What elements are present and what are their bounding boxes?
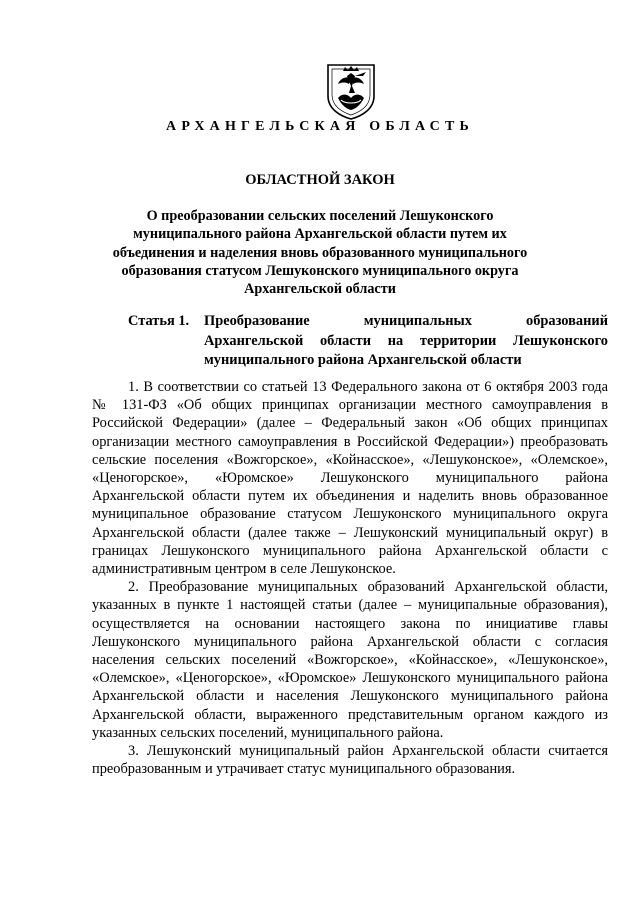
article-heading bbox=[128, 312, 608, 371]
paragraph-1: 1. В соответствии со статьей 13 Федерального закона от 6 октября 2003 года № 131-ФЗ «Об общих принципах организации местного самоуправления в Российской Федерации» (далее – Федеральный закон «Об общих принципах организации местного самоуправления в Российской Федерации») преобразовать сельские поселения «Вожгорское», «Койнасское», «Лешуконское», «Олемское», «Ценогорское», «Юромское» Лешуконского муниципального района Архангельской области путем их объединения и наделить вновь образованное муниципальное образование статусом Лешуконского муниципального округа Архангельской области (далее также – Лешуконский муниципальный округ) в границах Лешуконского муниципального района Архангельской области с административным центром в селе Лешуконское. bbox=[92, 379, 608, 578]
article-body bbox=[92, 378, 608, 778]
coat-of-arms-icon bbox=[325, 62, 377, 120]
paragraph-3: 3. Лешуконский муниципальный район Архангельской области считается преобразованным и утрачивает статус муниципального образования. bbox=[92, 743, 608, 778]
article-title: Преобразование муниципальных образований Архангельской области на территории Лешуконского муниципального района Архангельской области bbox=[204, 313, 608, 368]
law-title: О преобразовании сельских поселений Лешуконского муниципального района Архангельской области путем их объединения и наделения вновь образованного муниципального образования статусом Лешуконского муниципального округа Архангельской области bbox=[112, 208, 528, 298]
article-number: Статья 1. bbox=[128, 313, 190, 329]
paragraph-2: 2. Преобразование муниципальных образований Архангельской области, указанных в пункте 1 настоящей статьи (далее – муниципальные образования), осуществляется на основании настоящего закона по инициативе главы Лешуконского муниципального района Архангельской области с согласия населения сельских поселений «Вожгорское», «Койнасское», «Лешуконское», «Олемское», «Ценогорское», «Юромское» Лешуконского муниципального района Архангельской области и населения Лешуконского муниципального района Архангельской области, выраженного представительным органом каждого из указанных сельских поселений, муниципального района. bbox=[92, 579, 608, 741]
region-heading: АРХАНГЕЛЬСКАЯ ОБЛАСТЬ bbox=[166, 119, 474, 134]
document-type-heading: ОБЛАСТНОЙ ЗАКОН bbox=[245, 172, 395, 188]
